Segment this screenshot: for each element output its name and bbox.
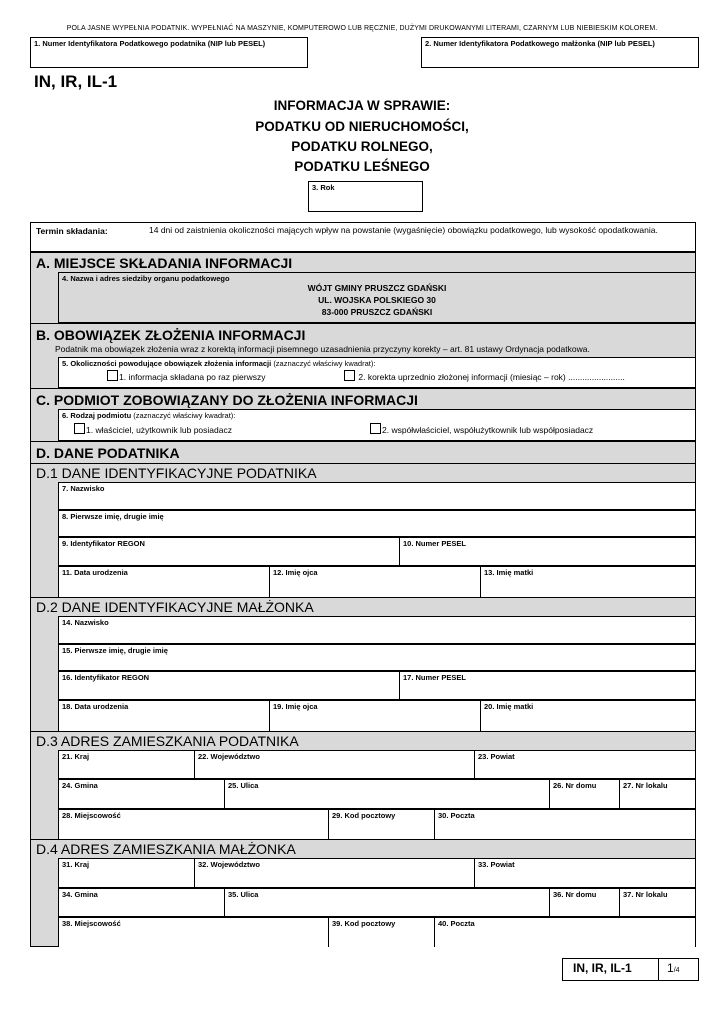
page-number: 1/4 — [667, 961, 680, 975]
tax-office-line-1: WÓJT GMINY PRUSZCZ GDAŃSKI — [307, 283, 447, 293]
deadline-text: 14 dni od zaistnienia okoliczności mających wpływ na powstanie (wygaśnięcie) obowiązku podatkowego, lub wysokość opodatkowania. — [149, 225, 658, 235]
pesel-field[interactable] — [399, 537, 696, 566]
post-office-field[interactable] — [434, 809, 696, 840]
section-b-note: Podatnik ma obowiązek złożenia wraz z korektą informacji pisemnego uzasadnienia przyczyny korekty – art. 81 ustawy Ordynacja podatkowa. — [55, 344, 590, 354]
spouse-country-field[interactable] — [58, 858, 194, 888]
surname-field[interactable] — [58, 482, 696, 510]
form-title-line-3: PODATKU ROLNEGO, — [291, 139, 433, 154]
section-b — [30, 323, 696, 388]
top-instruction: POLA JASNE WYPEŁNIA PODATNIK. WYPEŁNIAĆ NA MASZYNIE, KOMPUTEROWO LUB RĘCZNIE, DUŻYMI DRUKOWANYMI LITERAMI, CZARNYM LUB NIEBIESKIM KOLOREM. — [66, 25, 658, 32]
footer-divider — [658, 959, 659, 980]
field-label: 25. Ulica — [228, 781, 259, 790]
field-label: 35. Ulica — [228, 890, 259, 899]
field-label: 12. Imię ojca — [273, 568, 318, 577]
section-d — [30, 441, 696, 463]
field-label: 26. Nr domu — [553, 781, 597, 790]
field-label: 13. Imię matki — [484, 568, 534, 577]
county-field[interactable] — [474, 750, 696, 779]
field-label: 33. Powiat — [478, 860, 515, 869]
option-first-time[interactable]: 1. informacja składana po raz pierwszy — [107, 370, 265, 382]
field-label: 14. Nazwisko — [62, 618, 109, 627]
spouse-municipality-field[interactable] — [58, 888, 224, 917]
spouse-voivodeship-field[interactable] — [194, 858, 474, 888]
field-label: 36. Nr domu — [553, 890, 597, 899]
field-label: 1. Numer Identyfikatora Podatkowego podatnika (NIP lub PESEL) — [34, 39, 266, 48]
birth-date-field[interactable] — [58, 566, 269, 598]
field-label: 37. Nr lokalu — [623, 890, 668, 899]
field-label: 24. Gmina — [62, 781, 98, 790]
field-label: 29. Kod pocztowy — [332, 811, 396, 820]
field-label: 8. Pierwsze imię, drugie imię — [62, 512, 164, 521]
field-label: 20. Imię matki — [484, 702, 534, 711]
field-label: 18. Data urodzenia — [62, 702, 129, 711]
section-a — [30, 252, 696, 323]
spouse-regon-field[interactable] — [58, 671, 399, 700]
field-label: 23. Powiat — [478, 752, 515, 761]
footer-form-code: IN, IR, IL-1 — [573, 961, 632, 975]
spouse-house-number-field[interactable] — [549, 888, 619, 917]
section-d4 — [30, 839, 696, 947]
city-field[interactable] — [58, 809, 328, 840]
spouse-street-field[interactable] — [224, 888, 549, 917]
form-code: IN, IR, IL-1 — [34, 72, 118, 91]
tax-office-field — [58, 272, 696, 323]
field-label: 16. Identyfikator REGON — [62, 673, 150, 682]
municipality-field[interactable] — [58, 779, 224, 809]
field-label: 34. Gmina — [62, 890, 98, 899]
house-number-field[interactable] — [549, 779, 619, 809]
first-names-field[interactable] — [58, 510, 696, 537]
field-label: 4. Nazwa i adres siedziby organu podatkowego — [62, 274, 230, 283]
section-d1-title: D.1 DANE IDENTYFIKACYJNE PODATNIKA — [36, 465, 317, 481]
form-title-line-1: INFORMACJA W SPRAWIE: — [273, 98, 451, 113]
field-label: 3. Rok — [312, 183, 335, 192]
section-d-title: D. DANE PODATNIKA — [36, 445, 180, 461]
section-d2 — [30, 597, 696, 731]
section-b-title: B. OBOWIĄZEK ZŁOŻENIA INFORMACJI — [36, 327, 306, 343]
option-co-owner[interactable]: 2. współwłaściciel, współużytkownik lub współposiadacz — [370, 423, 593, 435]
spouse-postal-code-field[interactable] — [328, 917, 434, 947]
field-label: 22. Województwo — [198, 752, 260, 761]
form-title-line-4: PODATKU LEŚNEGO — [294, 159, 430, 174]
deadline-label: Termin składania: — [36, 226, 108, 236]
section-d3-title: D.3 ADRES ZAMIESZKANIA PODATNIKA — [36, 733, 299, 749]
circumstances-field — [58, 357, 696, 388]
tax-office-line-2: UL. WOJSKA POLSKIEGO 30 — [318, 295, 436, 305]
voivodeship-field[interactable] — [194, 750, 474, 779]
spouse-first-names-field[interactable] — [58, 644, 696, 671]
checkbox[interactable] — [107, 370, 118, 381]
field-label: 28. Miejscowość — [62, 811, 121, 820]
spouse-surname-field[interactable] — [58, 616, 696, 644]
spouse-mother-name-field[interactable] — [480, 700, 696, 732]
field-label: 5. Okoliczności powodujące obowiązek złożenia informacji (zaznaczyć właściwy kwadrat): — [62, 359, 376, 368]
field-label: 17. Numer PESEL — [403, 673, 466, 682]
tax-office-line-3: 83-000 PRUSZCZ GDAŃSKI — [321, 307, 433, 317]
apartment-number-field[interactable] — [619, 779, 696, 809]
year-field[interactable] — [308, 181, 423, 212]
field-label: 19. Imię ojca — [273, 702, 318, 711]
form-title-line-2: PODATKU OD NIERUCHOMOŚCI, — [255, 119, 469, 134]
entity-type-field — [58, 409, 696, 441]
father-name-field[interactable] — [269, 566, 480, 598]
field-label: 38. Miejscowość — [62, 919, 121, 928]
taxpayer-nip-field[interactable] — [30, 37, 308, 68]
field-label: 30. Poczta — [438, 811, 475, 820]
field-label: 6. Rodzaj podmiotu (zaznaczyć właściwy kwadrat): — [62, 411, 236, 420]
field-label: 21. Kraj — [62, 752, 90, 761]
field-label: 9. Identyfikator REGON — [62, 539, 145, 548]
section-d3 — [30, 731, 696, 839]
option-owner[interactable]: 1. właściciel, użytkownik lub posiadacz — [74, 423, 232, 435]
field-label: 32. Województwo — [198, 860, 260, 869]
section-c-title: C. PODMIOT ZOBOWIĄZANY DO ZŁOŻENIA INFORMACJI — [36, 392, 418, 408]
spouse-apartment-number-field[interactable] — [619, 888, 696, 917]
postal-code-field[interactable] — [328, 809, 434, 840]
country-field[interactable] — [58, 750, 194, 779]
spouse-pesel-field[interactable] — [399, 671, 696, 700]
field-label: 2. Numer Identyfikatora Podatkowego małżonka (NIP lub PESEL) — [425, 39, 655, 48]
spouse-nip-field[interactable] — [421, 37, 699, 68]
field-label: 10. Numer PESEL — [403, 539, 466, 548]
checkbox[interactable] — [344, 370, 355, 381]
field-label: 7. Nazwisko — [62, 484, 105, 493]
section-d2-title: D.2 DANE IDENTYFIKACYJNE MAŁŻONKA — [36, 599, 314, 615]
checkbox[interactable] — [74, 423, 85, 434]
street-field[interactable] — [224, 779, 549, 809]
field-label: 31. Kraj — [62, 860, 90, 869]
section-d1 — [30, 463, 696, 597]
field-label: 27. Nr lokalu — [623, 781, 668, 790]
spouse-father-name-field[interactable] — [269, 700, 480, 732]
field-label: 40. Poczta — [438, 919, 475, 928]
field-label: 15. Pierwsze imię, drugie imię — [62, 646, 168, 655]
option-correction[interactable]: 2. korekta uprzednio złożonej informacji (miesiąc – rok) ........................ — [344, 370, 625, 382]
section-c — [30, 388, 696, 441]
section-d4-title: D.4 ADRES ZAMIESZKANIA MAŁŻONKA — [36, 841, 296, 857]
deadline-box — [30, 222, 696, 252]
regon-field[interactable] — [58, 537, 399, 566]
section-a-title: A. MIEJSCE SKŁADANIA INFORMACJI — [36, 255, 293, 271]
spouse-birth-date-field[interactable] — [58, 700, 269, 732]
spouse-post-office-field[interactable] — [434, 917, 696, 947]
spouse-county-field[interactable] — [474, 858, 696, 888]
field-label: 11. Data urodzenia — [62, 568, 128, 577]
checkbox[interactable] — [370, 423, 381, 434]
mother-name-field[interactable] — [480, 566, 696, 598]
field-label: 39. Kod pocztowy — [332, 919, 396, 928]
page-footer — [562, 958, 699, 981]
spouse-city-field[interactable] — [58, 917, 328, 947]
